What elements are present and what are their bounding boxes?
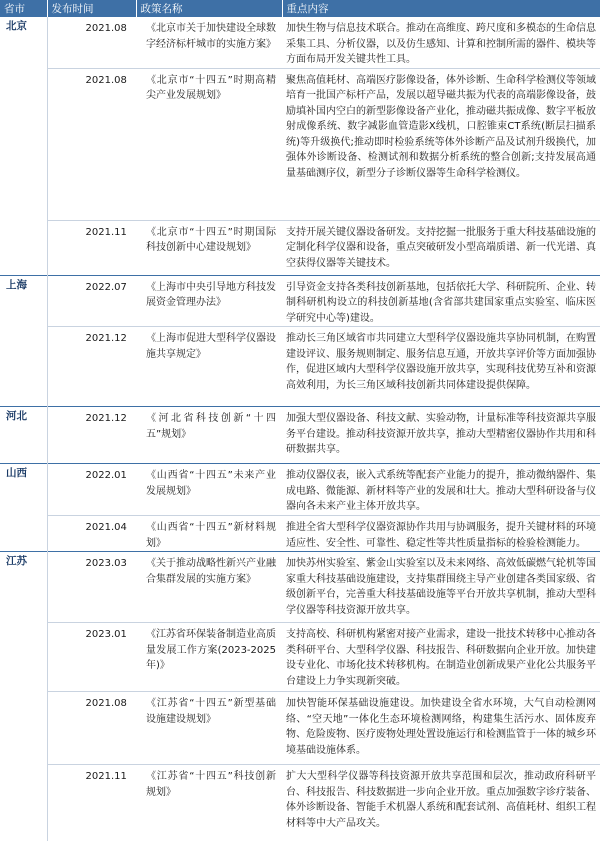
table-row: [0, 765, 600, 841]
row-key-content: 加快智能环保基础设施建设。加快建设全省水环境，大气自动检测网络、“空天地”一体化生态环境检测网络，构建集生活污水、固体废弃物、危险废物、医疗废物处理处置设施运行和检测监管于一体的城乡环境基础设施体系。: [282, 692, 600, 765]
row-date: 2021.12: [47, 327, 136, 407]
row-key-content: 聚焦高值耗材、高端医疗影像设备，体外诊断、生命科学检测仪等领域培育一批国产标杆产品，发展以超导磁共振为代表的高端影像设备，鼓励填补国内空白的新型影像设备产业化，推动磁共振成像、数字平板放射成像系统、数字减影血管造影X线机，口腔锥束CT系统(断层扫描系统)等升级换代;推动即时检验系统等体外诊断产品及试剂升级换代，加强体外诊断设备、检测试剂和数据分析系统的整合创新;支持发展高通量基础测序仪，新型分子诊断仪器等生命科学检测仪。: [282, 68, 600, 220]
row-policy-name: 《北京市“十四五”时期国际科技创新中心建设规划》: [136, 220, 282, 275]
table-row: [0, 407, 600, 464]
row-date: 2021.08: [47, 692, 136, 765]
header-policy-name: 政策名称: [136, 0, 282, 17]
row-date: 2021.08: [47, 68, 136, 220]
header-province: 省市: [0, 0, 47, 17]
row-date: 2023.03: [47, 552, 136, 623]
province-shanxi: 山西: [0, 464, 47, 552]
row-policy-name: 《江苏省“十四五”新型基础设施建设规划》: [136, 692, 282, 765]
row-key-content: 加快苏州实验室、紫金山实验室以及未来网络、高效低碳燃气轮机等国家重大科技基础设施建设，支持集群围绕主导产业创建各类国家级、省级创新平台，完善重大科技基础设施等平台开放共享机制，推动大型科学仪器等科技资源开放共享。: [282, 552, 600, 623]
table-row: [0, 623, 600, 692]
table-row: [0, 275, 600, 327]
row-policy-name: 《上海市促进大型科学仪器设施共享规定》: [136, 327, 282, 407]
row-date: 2021.12: [47, 407, 136, 464]
table-row: [0, 552, 600, 623]
row-key-content: 引导资金支持各类科技创新基地，包括依托大学、科研院所、企业、转制科研机构设立的科技创新基地(含省部共建国家重点实验室、临床医学研究中心等)建设。: [282, 275, 600, 327]
table-row: [0, 17, 600, 69]
row-key-content: 扩大大型科学仪器等科技资源开放共享范围和层次，推动政府科研平台、科技报告、科技数据进一步向企业开放。重点加强数字诊疗装备、体外诊断设备、智能手术机器人系统和配套试剂、高值耗材、组织工程材料等中大产品攻关。: [282, 765, 600, 841]
row-policy-name: 《河北省科技创新“十四五”规划》: [136, 407, 282, 464]
row-key-content: 加快生物与信息技术联合。推动在高维度、跨尺度和多模态的生命信息采集工具、分析仪器，以及仿生感知、计算和控制所需的器件、模块等方面布局开发关键共性工具。: [282, 17, 600, 69]
row-key-content: 推进全省大型科学仪器资源协作共用与协调服务，提升关键材料的环境适应性、安全性、可靠性、稳定性等共性质量指标的检验检测能力。: [282, 516, 600, 552]
table-row: [0, 516, 600, 552]
table-row: [0, 220, 600, 275]
province-beijing: 北京: [0, 17, 47, 276]
row-policy-name: 《关于推动战略性新兴产业融合集群发展的实施方案》: [136, 552, 282, 623]
province-jiangsu: 江苏: [0, 552, 47, 841]
row-key-content: 加强大型仪器设备、科技文献、实验动物，计量标准等科技资源共享服务平台建设。推动科技资源开放共享，推动大型精密仪器协作共用和科研数据共享。: [282, 407, 600, 464]
row-policy-name: 《上海市中央引导地方科技发展资金管理办法》: [136, 275, 282, 327]
row-date: 2023.01: [47, 623, 136, 692]
row-key-content: 支持开展关键仪器设备研发。支持挖掘一批服务于重大科技基础设施的定制化科学仪器和设备，重点突破研发小型高端质谱、新一代光谱、真空获得仪器等关键技术。: [282, 220, 600, 275]
province-hebei: 河北: [0, 407, 47, 464]
row-policy-name: 《江苏省“十四五”科技创新规划》: [136, 765, 282, 841]
row-date: 2021.11: [47, 220, 136, 275]
table-row: [0, 692, 600, 765]
province-shanghai: 上海: [0, 275, 47, 407]
row-policy-name: 《江苏省环保装备制造业高质量发展工作方案(2023-2025年)》: [136, 623, 282, 692]
row-key-content: 推动仪器仪表，嵌入式系统等配套产业能力的提升，推动微纳器件、集成电路、微能源、新材料等产业的发展和壮大。推动大型科研设备与仪器向各未来产业主体开放共享。: [282, 464, 600, 516]
row-policy-name: 《北京市“十四五”时期高精尖产业发展规划》: [136, 68, 282, 220]
table-row: [0, 464, 600, 516]
row-date: 2022.01: [47, 464, 136, 516]
table-row: [0, 327, 600, 407]
row-date: 2021.11: [47, 765, 136, 841]
table-row: [0, 68, 600, 220]
row-key-content: 支持高校、科研机构紧密对接产业需求，建设一批技术转移中心推动各类科研平台、大型科学仪器、科技报告、科研数据向企业开放。加快建设专业化、市场化技术转移机构。在制造业创新成果产业化公共服务平台建设上力争实现新突破。: [282, 623, 600, 692]
table-header-row: [0, 0, 600, 17]
header-date: 发布时间: [47, 0, 136, 17]
row-policy-name: 《北京市关于加快建设全球数字经济标杆城市的实施方案》: [136, 17, 282, 69]
row-key-content: 推动长三角区域省市共同建立大型科学仪器设施共享协同机制，在购置建设评议、服务规则制定、服务信息互通，开放共享评价等方面加强协作，促进区域内大型科学仪器设施开放共享，实现科技优势互补和资源高效利用，为长三角区域科技创新共同体建设提供保障。: [282, 327, 600, 407]
row-date: 2022.07: [47, 275, 136, 327]
row-date: 2021.04: [47, 516, 136, 552]
row-policy-name: 《山西省“十四五”新材料规划》: [136, 516, 282, 552]
row-policy-name: 《山西省“十四五”未来产业发展规划》: [136, 464, 282, 516]
header-key-content: 重点内容: [282, 0, 600, 17]
row-date: 2021.08: [47, 17, 136, 69]
